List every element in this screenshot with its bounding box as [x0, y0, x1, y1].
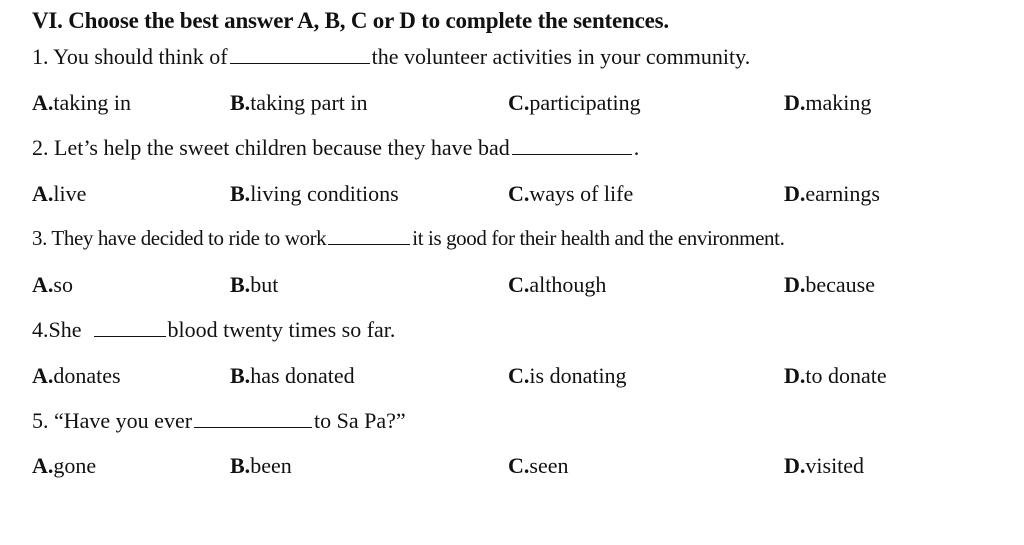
option-text: been — [250, 453, 292, 478]
option-c — [508, 181, 633, 207]
option-a — [32, 272, 73, 298]
option-letter: C. — [508, 181, 530, 206]
option-text: so — [53, 272, 73, 297]
question-text-before: 5. “Have you ever — [32, 408, 193, 433]
section-heading: VI. Choose the best answer A, B, C or D to complete the sentences. — [32, 8, 669, 33]
option-letter: D. — [784, 453, 806, 478]
question-text-before: 3. They have decided to ride to work — [32, 226, 327, 250]
option-text: taking part in — [250, 90, 368, 115]
question-text-after: . — [633, 135, 640, 160]
option-letter: A. — [32, 453, 54, 478]
question-text-before: 1. You should think of — [32, 44, 228, 69]
option-text: taking in — [53, 90, 131, 115]
question-text-before: 2. Let’s help the sweet children because they have bad — [32, 135, 510, 160]
question-1 — [32, 44, 750, 74]
option-text: live — [53, 181, 87, 206]
option-c — [508, 272, 606, 298]
option-text: is donating — [529, 363, 627, 388]
option-b — [230, 453, 292, 479]
option-a — [32, 181, 86, 207]
option-letter: D. — [784, 363, 806, 388]
option-text: participating — [529, 90, 641, 115]
options-1 — [0, 90, 1024, 120]
option-c — [508, 90, 641, 116]
option-b — [230, 90, 368, 116]
option-letter: C. — [508, 90, 530, 115]
answer-blank — [328, 226, 410, 245]
question-text-before: 4.She — [32, 317, 82, 342]
option-d — [784, 272, 875, 298]
option-a — [32, 90, 131, 116]
option-letter: A. — [32, 181, 54, 206]
options-4 — [0, 363, 1024, 393]
option-text: ways of life — [529, 181, 634, 206]
option-a — [32, 363, 121, 389]
options-3 — [0, 272, 1024, 302]
option-letter: C. — [508, 272, 530, 297]
option-letter: B. — [230, 90, 251, 115]
option-text: although — [529, 272, 607, 297]
question-text-after: to Sa Pa?” — [314, 408, 406, 433]
option-b — [230, 181, 399, 207]
option-text: making — [805, 90, 872, 115]
option-d — [784, 363, 887, 389]
option-text: but — [250, 272, 279, 297]
answer-blank — [512, 136, 632, 155]
option-d — [784, 90, 871, 116]
option-letter: D. — [784, 90, 806, 115]
option-text: visited — [805, 453, 865, 478]
options-2 — [0, 181, 1024, 211]
option-d — [784, 181, 880, 207]
option-letter: D. — [784, 181, 806, 206]
option-c — [508, 453, 568, 479]
question-4 — [32, 317, 395, 347]
question-text-after: it is good for their health and the environment. — [412, 226, 785, 250]
option-letter: C. — [508, 363, 530, 388]
answer-blank — [94, 318, 166, 337]
question-5 — [32, 408, 406, 438]
option-letter: D. — [784, 272, 806, 297]
option-letter: C. — [508, 453, 530, 478]
option-letter: A. — [32, 363, 54, 388]
option-text: has donated — [250, 363, 355, 388]
option-c — [508, 363, 627, 389]
question-text-after: the volunteer activities in your community. — [371, 44, 751, 69]
question-3 — [32, 226, 784, 256]
option-letter: B. — [230, 181, 251, 206]
answer-blank — [230, 45, 370, 64]
option-letter: A. — [32, 272, 54, 297]
option-text: living conditions — [250, 181, 399, 206]
option-text: donates — [53, 363, 121, 388]
option-letter: B. — [230, 363, 251, 388]
option-d — [784, 453, 864, 479]
option-text: gone — [53, 453, 97, 478]
option-letter: B. — [230, 453, 251, 478]
option-b — [230, 363, 355, 389]
option-b — [230, 272, 278, 298]
option-text: to donate — [805, 363, 887, 388]
question-2 — [32, 135, 639, 165]
option-letter: A. — [32, 90, 54, 115]
option-text: seen — [529, 453, 569, 478]
option-text: because — [805, 272, 876, 297]
option-letter: B. — [230, 272, 251, 297]
question-text-after: blood twenty times so far. — [167, 317, 396, 342]
option-text: earnings — [805, 181, 880, 206]
options-5 — [0, 453, 1024, 483]
answer-blank — [194, 409, 312, 428]
option-a — [32, 453, 96, 479]
